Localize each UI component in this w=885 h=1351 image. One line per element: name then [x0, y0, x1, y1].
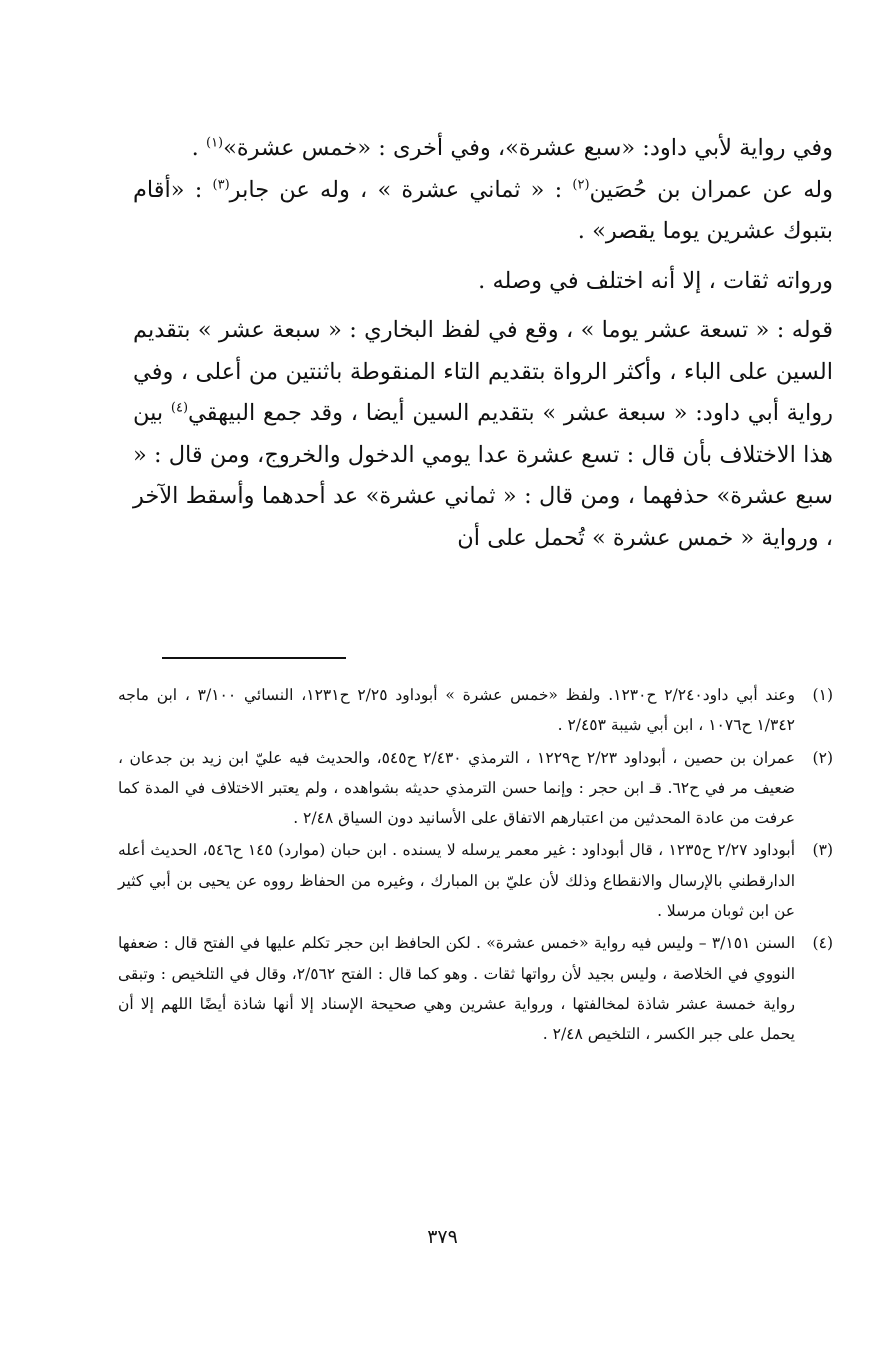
footnote-4: [118, 928, 833, 1049]
footnote-number: (٣): [812, 841, 833, 860]
footnote-ref-3[interactable]: (٣): [212, 177, 230, 192]
footnote-ref-4[interactable]: (٤): [170, 400, 189, 416]
footnote-number: (٤): [812, 934, 833, 953]
paragraph-narrators-note: ورواته ثقات ، إلا أنه اختلف في وصله .: [478, 267, 833, 294]
footnote-text: السنن ٣/١٥١ – وليس فيه رواية «خمس عشرة» . لكن الحافظ ابن حجر تكلم عليها في الفتح قال : ضعفها النووي في الخلاصة ، وليس بجيد لأن رواتها ثقات . وهو كما قال : الفتح ٢/٥٦٢، وقال في التلخيص : وتبقى رواية خمسة عشر شاذة لمخالفتها ، ورواية عشرين وهي صحيحة الإسناد إلا أنها شاذة أيضًا اللهم إلا أن يحمل على جبر الكسر ، التلخيص ٢/٤٨ .: [118, 934, 796, 1044]
footnote-text: أبوداود ٢/٢٧ ح١٢٣٥ ، قال أبوداود : غير معمر يرسله لا يسنده . ابن حبان (موارد) ١٤٥ ح٥٤٦، الحديث أعله الدارقطني بالإرسال والانقطاع وذلك لأن عليّ بن المبارك ، وغيره من الحفاظ رووه عن يحيى بن أبي كثير عن ابن ثوبان مرسلا .: [118, 841, 796, 921]
footnotes-section: [118, 680, 833, 1052]
main-text-body: [133, 128, 833, 559]
paragraph-commentary: قوله : « تسعة عشر يوما » ، وقع في لفظ البخاري : « سبعة عشر » بتقديم السين على الباء ، وأكثر الرواة بتقديم التاء المنقوطة باثنتين من أعلى ، وفي رواية أبي داود: « سبعة عشر » بتقديم السين أيضا ، وقد جمع البيهقي$^{(٤)}$ بين هذا الاختلاف بأن قال : تسع عشرة عدا يومي الدخول والخروج، ومن قال : « سبع عشرة» حذفهما ، ومن قال : « ثماني عشرة» عد أحدهما وأسقط الآخر ، ورواية « خمس عشرة » تُحمل على أن: [133, 317, 833, 551]
footnote-3: [118, 835, 833, 926]
footnote-text: عمران بن حصين ، أبوداود ٢/٢٣ ح١٢٢٩ ، الترمذي ٢/٤٣٠ ح٥٤٥، والحديث فيه عليّ ابن زيد بن جدعان ، ضعيف مر في ح٦٢. قـ ابن حجر : وإنما حسن الترمذي حديثه بشواهده ، ولم يعتبر الاختلاف في المدة كما عرفت من عادة المحدثين من اعتبارهم الاتفاق على الأسانيد دون السياق ٢/٤٨ .: [118, 748, 795, 828]
footnote-1: [118, 680, 833, 741]
footnote-number: (١): [812, 686, 833, 704]
footnote-2: [118, 743, 833, 834]
paragraph-imran-jabir-narration: وله عن عمران بن حُصَين$^{(٢)}$ : « ثماني عشرة » ، وله عن جابر$^{(٣)}$ : «أقام بتبوك عشرين يوما يقصر» .: [133, 176, 834, 244]
footnote-ref-1[interactable]: (١): [205, 135, 224, 151]
page-number: ٣٧٩: [427, 1226, 458, 1248]
footnote-separator: [162, 657, 346, 659]
footnote-ref-2[interactable]: (٢): [572, 177, 590, 192]
footnote-text: وعند أبي داود٢/٢٤٠ ح١٢٣٠. ولفظ «خمس عشرة » أبوداود ٢/٢٥ ح١٢٣١، النسائي ٣/١٠٠ ، ابن ماجه ١/٣٤٢ ح١٠٧٦ ، ابن أبي شيبة ٢/٤٥٣ .: [118, 686, 795, 735]
footnote-number: (٢): [812, 748, 833, 767]
paragraph-abu-dawud-narration: وفي رواية لأبي داود: «سبع عشرة»، وفي أخرى : «خمس عشرة»$^{(١)}$ .: [191, 135, 833, 161]
